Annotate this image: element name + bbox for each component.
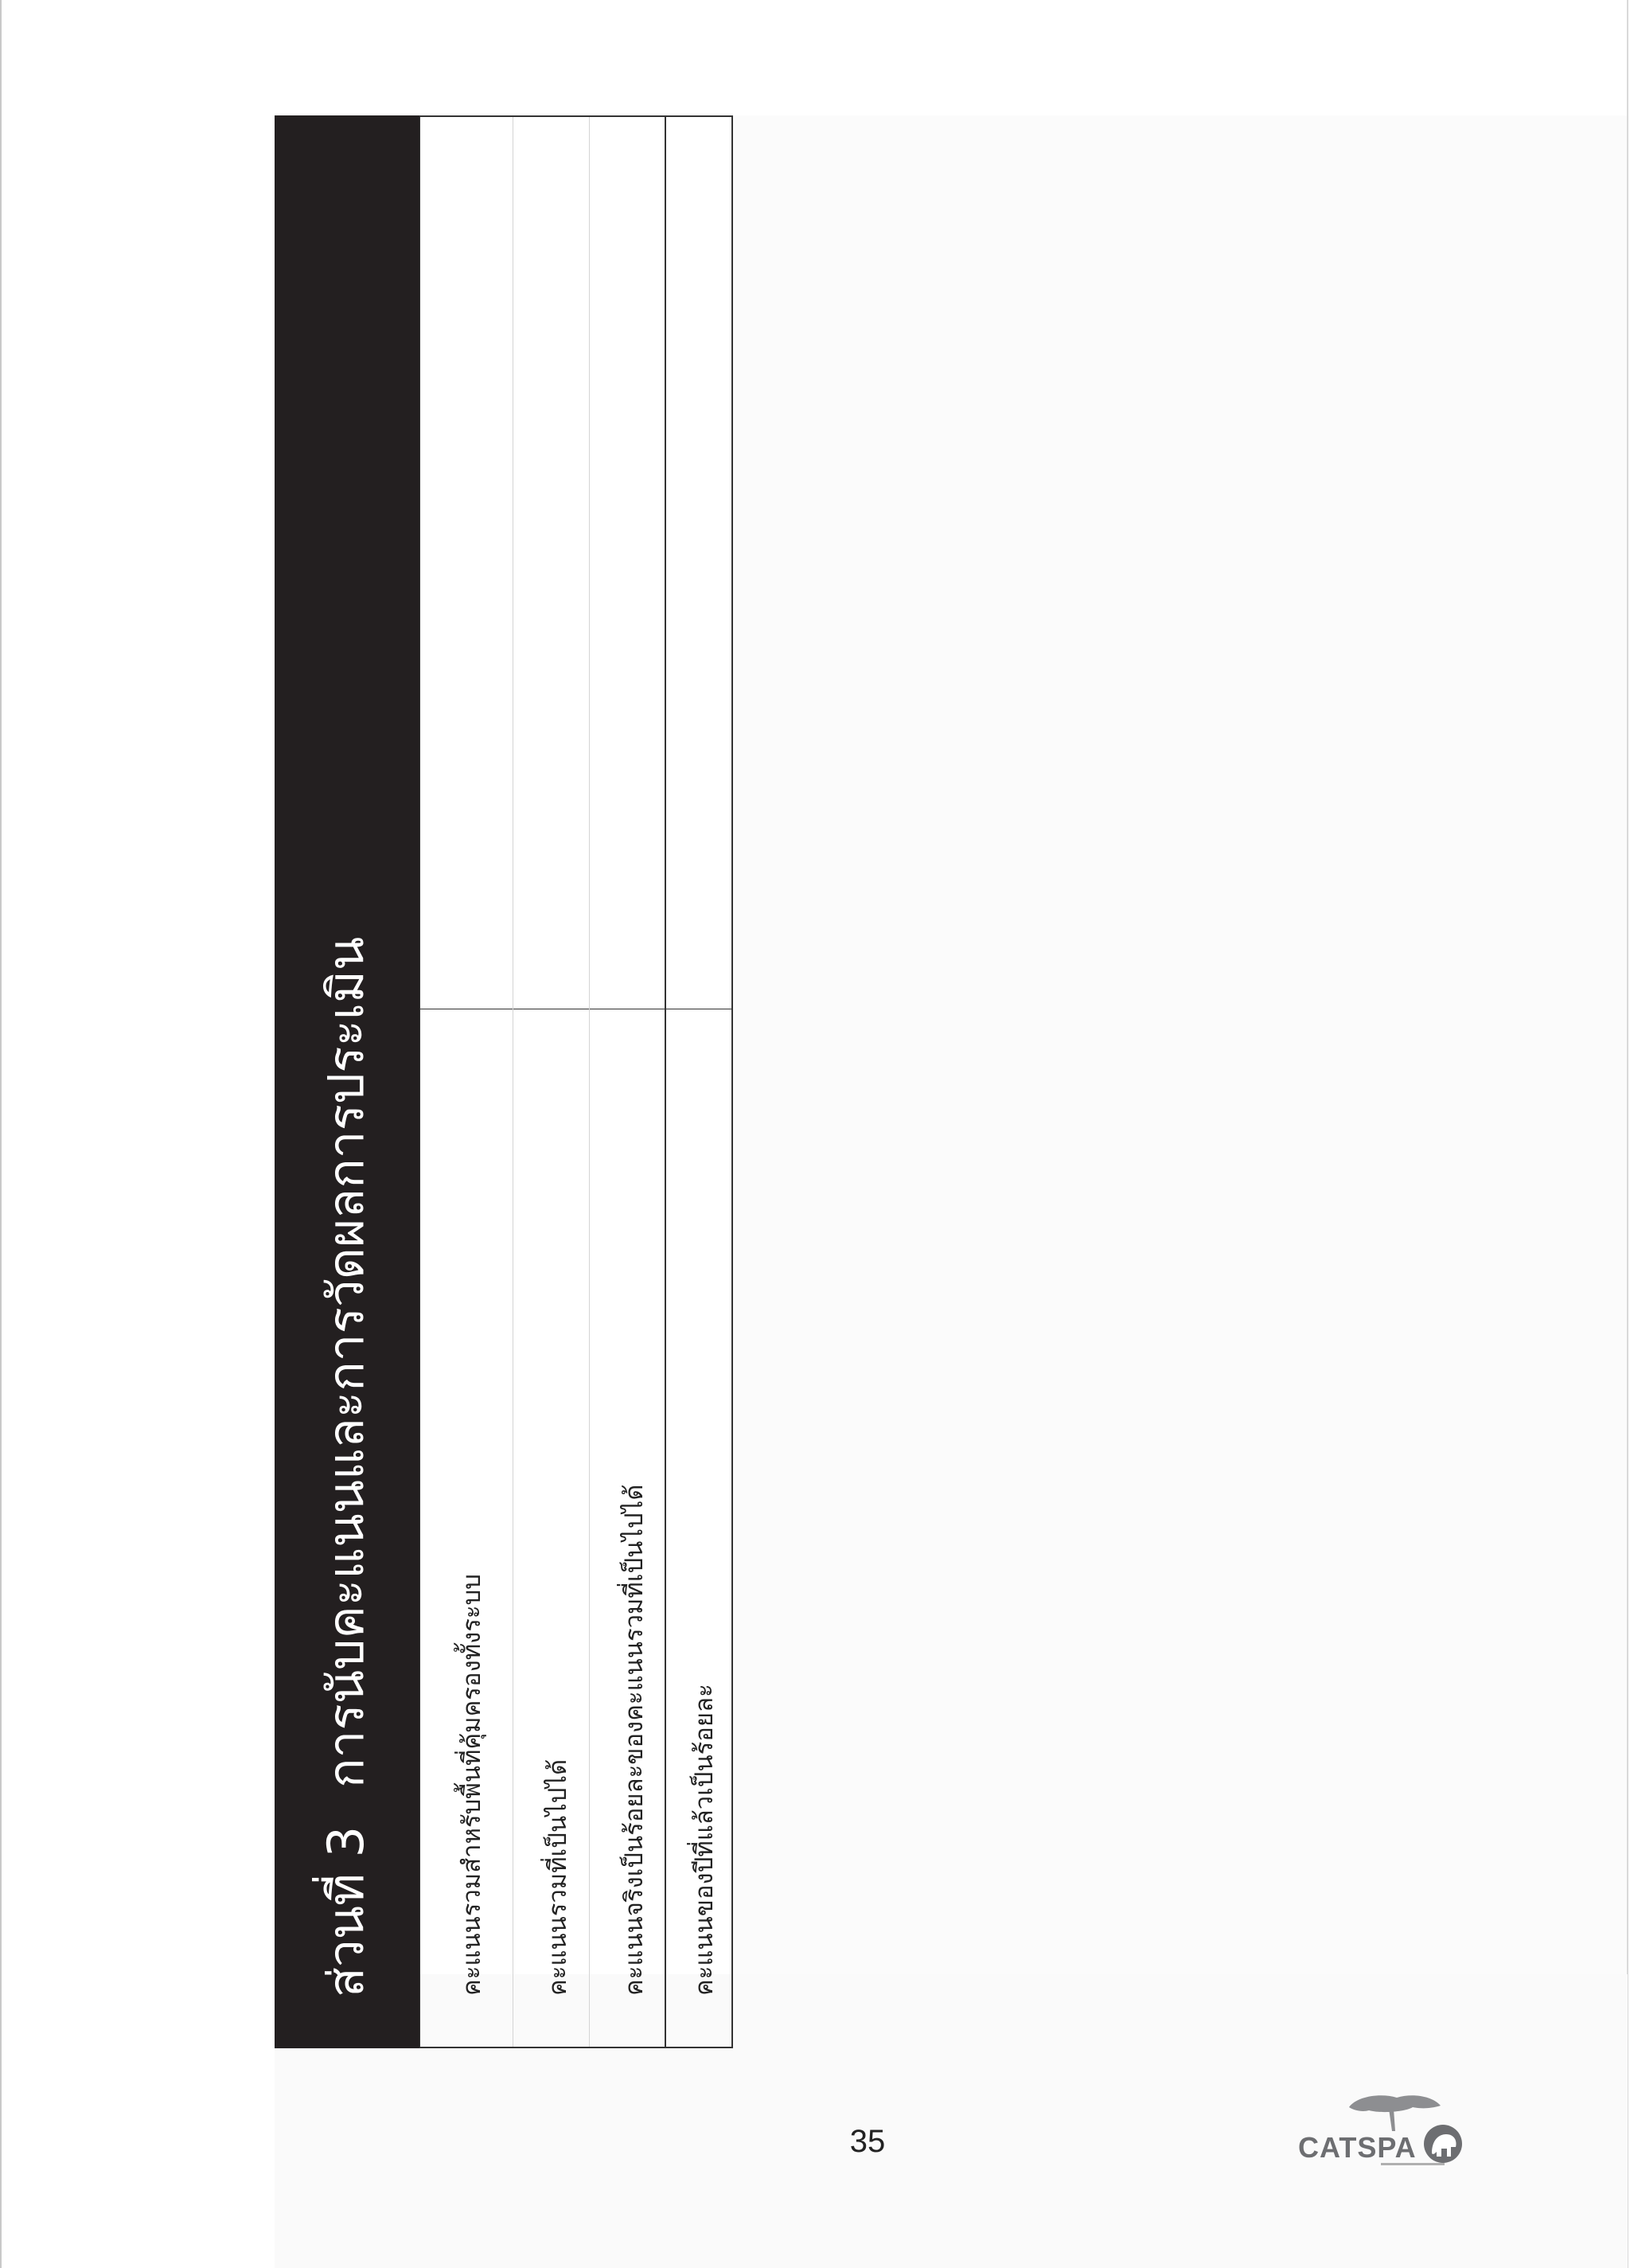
table-row (666, 115, 733, 2048)
row-label: คะแนนจริงเป็นร้อยละของคะแนนรวมที่เป็นไปได้ (620, 1484, 649, 1996)
score-table (275, 115, 732, 2048)
table-border-end (419, 115, 733, 117)
row-label: คะแนนของปีที่แล้วเป็นร้อยละ (690, 1684, 719, 1996)
page-edge-right (1627, 0, 1628, 2268)
page-number: 35 (849, 2124, 886, 2159)
section-title (306, 937, 386, 1997)
table-row (590, 115, 666, 2048)
page-edge-left (0, 0, 2, 2268)
row-label: คะแนนรวมสำหรับพื้นที่คุ้มครองทั้งระบบ (458, 1574, 486, 1996)
section-title-text: การนับคะแนนและการวัดผลการประเมิน (317, 936, 375, 1788)
score-table-wrapper (275, 115, 732, 2048)
logo-text: CATSPA (1298, 2131, 1417, 2164)
catspa-logo (1293, 2090, 1464, 2177)
row-label: คะแนนรวมที่เป็นไปได้ (544, 1759, 572, 1996)
section-title-bar (275, 115, 419, 2048)
table-border-start (419, 2047, 733, 2048)
table-row (419, 115, 513, 2048)
section-part-label: ส่วนที่ 3 (317, 1825, 375, 1997)
table-row (513, 115, 590, 2048)
page-background-shade (732, 115, 1627, 1994)
